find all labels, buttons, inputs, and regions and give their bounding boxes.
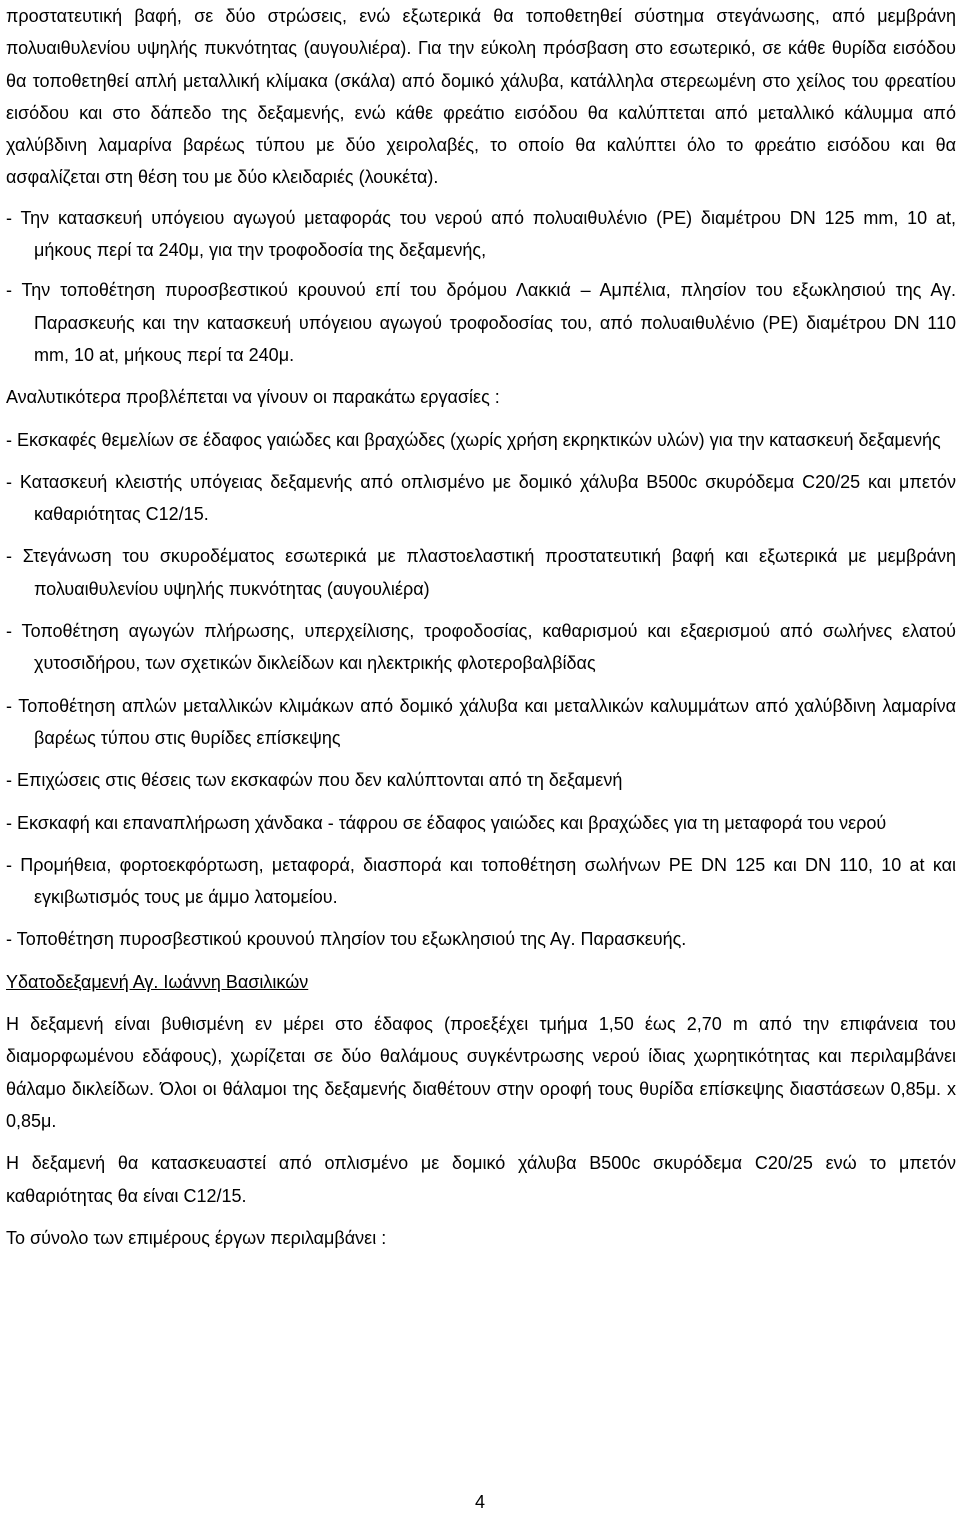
section-paragraph: Η δεξαμενή είναι βυθισμένη εν μέρει στο έδαφος (προεξέχει τμήμα 1,50 έως 2,70 m από την επιφάνεια του διαμορφωμένου εδάφους), χωρίζεται σε δύο θαλάμους συγκέντρωσης νερού ίδιας χωρητικότητας και περιλαμβάνει θάλαμο δικλείδων. Όλοι οι θάλαμοι της δεξαμενής διαθέτουν στην οροφή τους θυρίδα επίσκεψης διαστάσεων 0,85μ. x 0,85μ. xyxy=(6,1014,956,1131)
list-item: - Τοποθέτηση απλών μεταλλικών κλιμάκων από δομικό χάλυβα και μεταλλικών καλυμμάτων από χαλύβδινη λαμαρίνα βαρέως τύπου στις θυρίδες επίσκεψης xyxy=(6,695,956,748)
section-paragraph: Η δεξαμενή θα κατασκευαστεί από οπλισμένο με δομικό χάλυβα B500c σκυρόδεμα C20/25 ενώ το μπετόν καθαριότητας θα είναι C12/15. xyxy=(6,1153,956,1206)
list-item: - Κατασκευή κλειστής υπόγειας δεξαμενής από οπλισμένο με δομικό χάλυβα B500c σκυρόδεμα C20/25 και μπετόν καθαριότητας C12/15. xyxy=(6,471,956,525)
section-paragraph: Το σύνολο των επιμέρους έργων περιλαμβάνει : xyxy=(6,1227,387,1248)
works-intro: Αναλυτικότερα προβλέπεται να γίνουν οι παρακάτω εργασίες : xyxy=(6,387,500,408)
list-item: - Επιχώσεις στις θέσεις των εκσκαφών που δεν καλύπτονται από τη δεξαμενή xyxy=(6,770,623,791)
list-item: - Στεγάνωση του σκυροδέματος εσωτερικά με πλαστοελαστική προστατευτική βαφή και εξωτερικά με μεμβράνη πολυαιθυλενίου υψηλής πυκνότητας (αυγουλιέρα) xyxy=(6,546,956,599)
section-heading xyxy=(6,966,956,998)
list-item: - Την κατασκευή υπόγειου αγωγού μεταφοράς του νερού από πολυαιθυλένιο (PE) διαμέτρου DN 125 mm, 10 at, μήκους περί τα 240μ, για την τροφοδοσία της δεξαμενής, xyxy=(6,207,956,261)
list-item: - Εκσκαφή και επαναπλήρωση χάνδακα - τάφρου σε έδαφος γαιώδες και βραχώδες για τη μεταφορά του νερού xyxy=(6,812,887,833)
list-item: - Την τοποθέτηση πυροσβεστικού κρουνού επί του δρόμου Λακκιά – Αμπέλια, πλησίον του εξωκλησιού της Αγ. Παρασκευής και την κατασκευή υπόγειου αγωγού τροφοδοσίας του, από πολυαιθυλένιο (PE) διαμέτρου DN 110 mm, 10 at, μήκους περί τα 240μ. xyxy=(6,280,956,365)
list-item: - Προμήθεια, φορτοεκφόρτωση, μεταφορά, διασπορά και τοποθέτηση σωλήνων PE DN 125 και DN 110, 10 at και εγκιβωτισμός τους με άμμο λατομείου. xyxy=(6,854,956,908)
list-item: - Τοποθέτηση αγωγών πλήρωσης, υπερχείλισης, τροφοδοσίας, καθαρισμού και εξαερισμού από σωλήνες ελατού χυτοσιδήρου, των σχετικών δικλείδων και ηλεκτρικής φλοτεροβαλβίδας xyxy=(6,621,956,674)
list-item: - Εκσκαφές θεμελίων σε έδαφος γαιώδες και βραχώδες (χωρίς χρήση εκρηκτικών υλών) για την κατασκευή δεξαμενής xyxy=(6,429,941,450)
intro-paragraph: προστατευτική βαφή, σε δύο στρώσεις, ενώ εξωτερικά θα τοποθετηθεί σύστημα στεγάνωσης, από μεμβράνη πολυαιθυλενίου υψηλής πυκνότητας (αυγουλιέρα). Για την εύκολη πρόσβαση στο εσωτερικό, σε κάθε θυρίδα εισόδου θα τοποθετηθεί απλή μεταλλική κλίμακα (σκάλα) από δομικό χάλυβα, κατάλληλα στερεωμένη στο χείλος του φρεατίου εισόδου και στο δάπεδο της δεξαμενής, ενώ κάθε φρεάτιο εισόδου θα καλύπτεται από μεταλλικό κάλυμμα από χαλύβδινη λαμαρίνα βαρέως τύπου με δύο χειρολαβές, το οποίο θα καλύπτει όλο το φρεάτιο εισόδου και θα ασφαλίζεται στη θέση του με δύο κλειδαριές (λουκέτα). xyxy=(6,6,956,188)
section-heading-text: Υδατοδεξαμενή Αγ. Ιωάννη Βασιλικών xyxy=(6,971,309,992)
page-number: 4 xyxy=(474,1492,485,1512)
document-page xyxy=(6,0,956,1254)
list-item: - Τοποθέτηση πυροσβεστικού κρουνού πλησίον του εξωκλησιού της Αγ. Παρασκευής. xyxy=(6,929,687,950)
